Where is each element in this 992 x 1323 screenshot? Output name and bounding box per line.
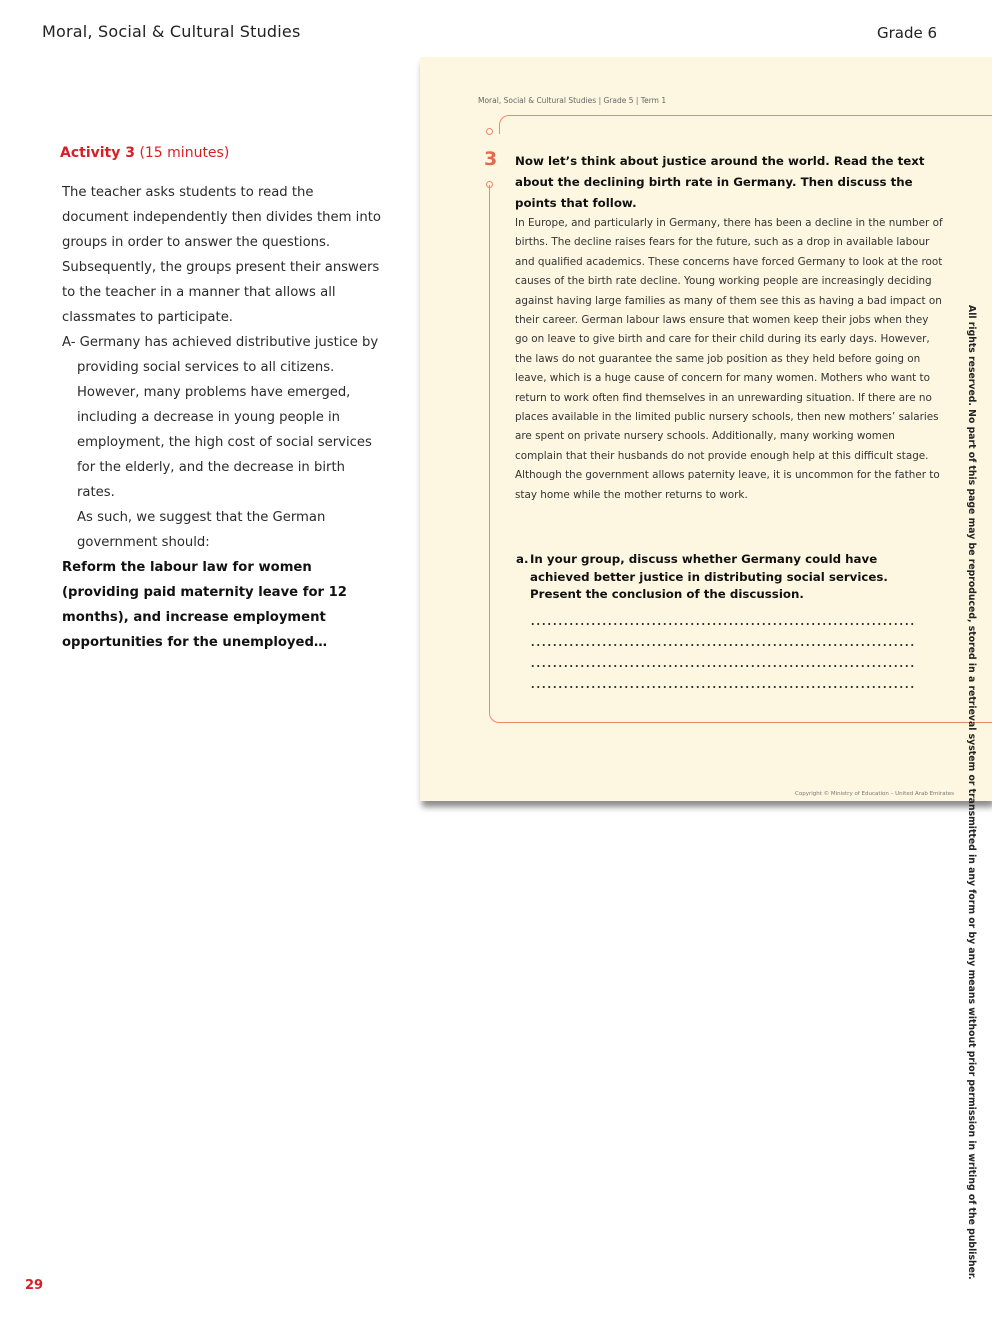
inset-copyright: Copyright © Ministry of Education – United Arab Emirates <box>795 791 954 797</box>
answer-line <box>530 686 915 688</box>
reading-text: In Europe, and particularly in Germany, there has been a decline in the number of births. The decline raises fears for the future, such as a drop in available labour and qualified academics. These concerns have forced Germany to look at the root causes of the birth rate decline. Young working people are increasingly deciding against having large families as many of them see this as having a bad impact on their career. German labour laws ensure that women keep their jobs when they go on leave to give birth and care for their child during its early days. However, the laws do not guarantee the same job position as they held before going on leave, which is a huge cause of concern for many women. Mothers who want to return to work often find themselves in an unrewarding situation. If there are no places available in the limited public nursery schools, then new mothers’ salaries are spent on private nursery schools. Additionally, many working women complain that their husbands do not provide enough help at this difficult stage. Although the government allows paternity leave, it is uncommon for the father to stay home while the mother returns to work. <box>515 217 943 501</box>
header-grade: Grade 6 <box>877 24 938 42</box>
activity-text <box>62 180 382 655</box>
point-a-continued: providing social services to all citizens. <box>77 360 335 375</box>
question-heading: Now let’s think about justice around the world. Read the text about the declining birth rate in Germany. Then discuss the points that follow. <box>515 154 925 210</box>
activity-title-label: Activity 3 <box>60 145 135 161</box>
activity-title <box>60 145 229 161</box>
question-a <box>516 551 916 604</box>
inset-header: Moral, Social & Cultural Studies | Grade 5 | Term 1 <box>478 96 667 105</box>
answer-line <box>530 644 915 646</box>
question-a-text: In your group, discuss whether Germany could have achieved better justice in distributing social services. Present the conclusion of the discussion. <box>530 552 888 601</box>
model-answer: Reform the labour law for women (providing paid maternity leave for 12 months), and increase employment opportunities for the unemployed… <box>62 560 347 650</box>
question-number: 3 <box>484 148 498 170</box>
point-a-suggestion: As such, we suggest that the German government should: <box>77 510 326 550</box>
activity-duration: (15 minutes) <box>139 145 230 161</box>
frame-top-border <box>499 115 992 134</box>
point-a-problems: However, many problems have emerged, including a decrease in young people in employment, the high cost of social services for the elderly, and the decrease in birth rates. <box>77 385 372 500</box>
rights-notice: All rights reserved. No part of this page may be reproduced, stored in a retrieval system or transmitted in any form or by any means without prior permission in writing of the publisher. <box>966 305 977 1280</box>
answer-line <box>530 665 915 667</box>
answer-line <box>530 623 915 625</box>
header-subject: Moral, Social & Cultural Studies <box>42 22 301 41</box>
question-a-label: a. <box>516 552 529 566</box>
frame-dot-top <box>486 128 493 135</box>
activity-paragraph: The teacher asks students to read the document independently then divides them into groups in order to answer the questions. Subsequently, the groups present their answers to the teacher in a manner that allows all classmates to participate. <box>62 185 381 325</box>
page-number: 29 <box>25 1278 44 1293</box>
textbook-page-inset <box>420 57 992 801</box>
point-a: A- Germany has achieved distributive justice by <box>62 335 379 350</box>
